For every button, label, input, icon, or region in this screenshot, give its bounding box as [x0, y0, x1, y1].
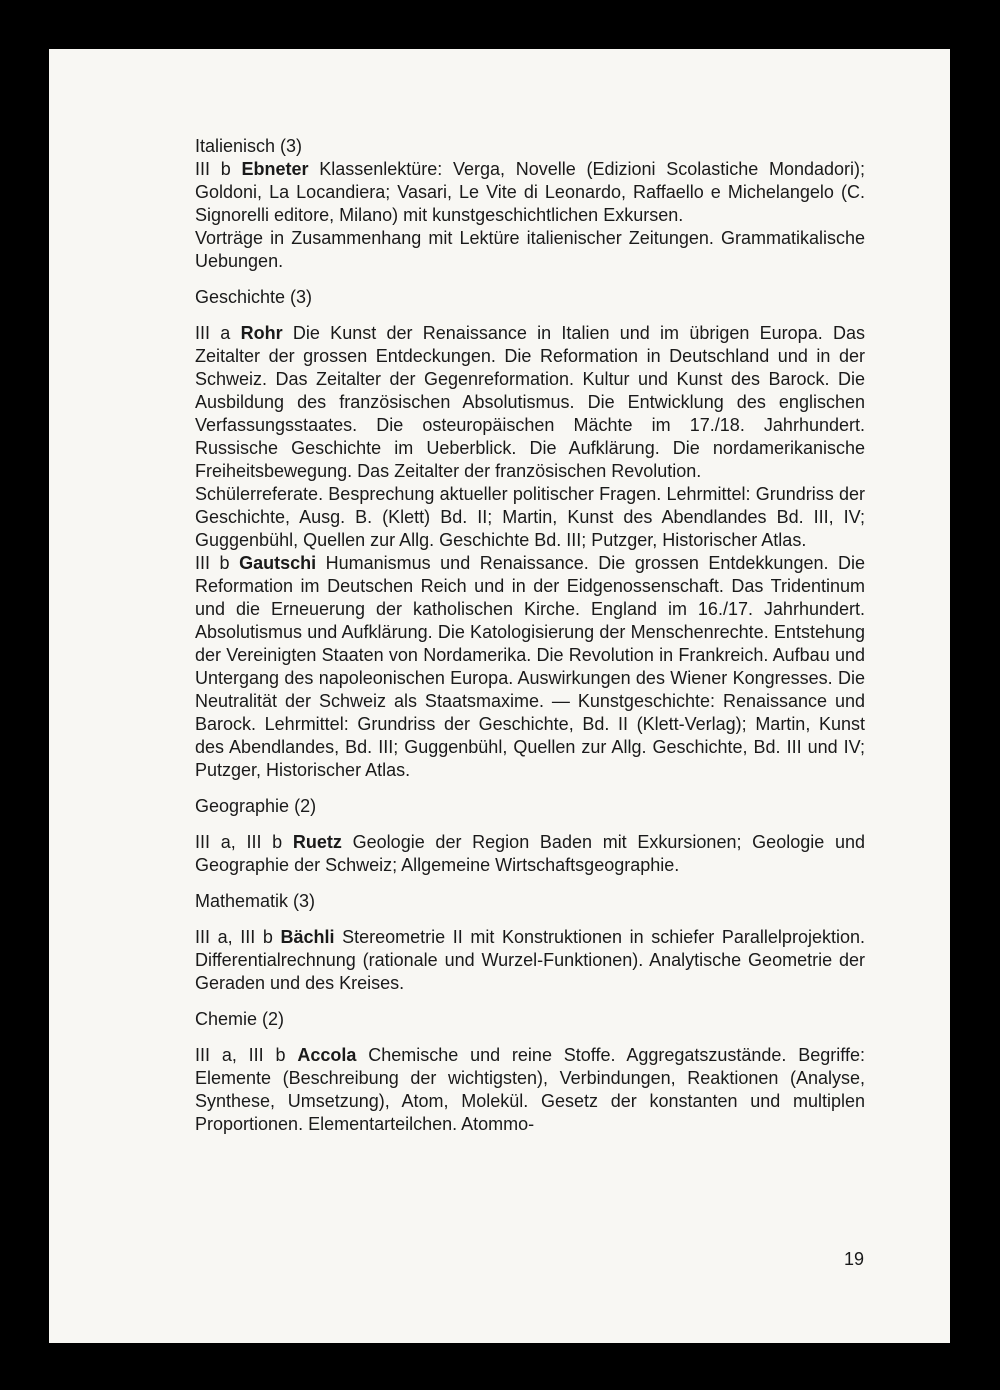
document-page: [49, 49, 950, 1343]
teacher-name: Ebneter: [241, 159, 309, 179]
class-label: III b: [195, 159, 231, 179]
course-description: Chemische und reine Stoffe. Aggregatszustände. Begriffe: Elemente (Beschreibung der wichtigsten), Verbindungen, Reaktionen (Analyse, Synthese, Umsetzung), Atom, Molekül. Gesetz der konstanten und multiplen Proportionen. Elementarteilchen. Atommo-: [195, 1045, 865, 1134]
course-entry: [195, 1044, 865, 1136]
course-description: Die Kunst der Renaissance in Italien und im übrigen Europa. Das Zeitalter der grossen Entdeckungen. Die Reformation in Deutschland und in der Schweiz. Das Zeitalter der Gegenreformation. Kultur und Kunst des Barock. Die Ausbildung des französischen Absolutismus. Die Entwicklung des englischen Verfassungsstaates. Die osteuropäischen Mächte im 17./18. Jahrhundert. Russische Geschichte im Ueberblick. Die Aufklärung. Die nordamerikanische Freiheitsbewegung. Das Zeitalter der französischen Revolution.: [195, 323, 865, 481]
course-entry: [195, 831, 865, 877]
course-description: Stereometrie II mit Konstruktionen in schiefer Parallelprojektion. Differentialrechnung (rationale und Wurzel-Funktionen). Analytische Geometrie der Geraden und des Kreises.: [195, 927, 865, 993]
class-label: III a, III b: [195, 1045, 286, 1065]
section-title: Geschichte (3): [195, 287, 313, 307]
section-geographie: [195, 795, 865, 877]
section-chemie: [195, 1008, 865, 1136]
teacher-name: Gautschi: [239, 553, 317, 573]
course-note: Vorträge in Zusammenhang mit Lektüre italienischer Zeitungen. Grammatikalische Uebungen.: [195, 228, 865, 271]
section-title: Mathematik (3): [195, 891, 316, 911]
section-title: Chemie (2): [195, 1009, 285, 1029]
class-label: III a: [195, 323, 231, 343]
teacher-name: Accola: [297, 1045, 357, 1065]
section-title: Geographie (2): [195, 796, 317, 816]
page-content: [195, 135, 865, 1136]
course-entry: [195, 322, 865, 483]
section-geschichte: [195, 286, 865, 782]
teacher-name: Ruetz: [292, 832, 342, 852]
section-italienisch: [195, 135, 865, 273]
course-entry: [195, 926, 865, 995]
course-description: Geologie der Region Baden mit Exkursionen; Geologie und Geographie der Schweiz; Allgemeine Wirtschaftsgeographie.: [195, 832, 865, 875]
class-label: III a, III b: [195, 927, 273, 947]
course-note: Schülerreferate. Besprechung aktueller politischer Fragen. Lehrmittel: Grundriss der Geschichte, Ausg. B. (Klett) Bd. II; Martin, Kunst des Abendlandes Bd. III, IV; Guggenbühl, Quellen zur Allg. Geschichte Bd. III; Putzger, Historischer Atlas.: [195, 484, 865, 550]
page-number: 19: [844, 1249, 865, 1269]
teacher-name: Rohr: [240, 323, 283, 343]
section-title: Italienisch (3): [195, 136, 303, 156]
course-description: Humanismus und Renaissance. Die grossen Entdekkungen. Die Reformation im Deutschen Reich und in der Eidgenossenschaft. Das Tridentinum und die Erneuerung der katholischen Kirche. England im 16./17. Jahrhundert. Absolutismus und Aufklärung. Die Katologisierung der Menschenrechte. Entstehung der Vereinigten Staaten von Nordamerika. Die Revolution in Frankreich. Aufbau und Untergang des napoleonischen Europa. Auswirkungen des Wiener Kongresses. Die Neutralität der Schweiz als Staatsmaxime. — Kunstgeschichte: Renaissance und Barock. Lehrmittel: Grundriss der Geschichte, Bd. II (Klett-Verlag); Martin, Kunst des Abendlandes, Bd. III; Guggenbühl, Quellen zur Allg. Geschichte, Bd. III und IV; Putzger, Historischer Atlas.: [195, 553, 865, 780]
class-label: III b: [195, 553, 230, 573]
course-entry: [195, 552, 865, 782]
section-mathematik: [195, 890, 865, 995]
teacher-name: Bächli: [280, 927, 335, 947]
class-label: III a, III b: [195, 832, 283, 852]
course-description: Klassenlektüre: Verga, Novelle (Edizioni Scolastiche Mondadori); Goldoni, La Locandiera; Vasari, Le Vite di Leonardo, Raffaello e Michelangelo (C. Signorelli editore, Milano) mit kunstgeschichtlichen Exkursen.: [195, 159, 866, 225]
course-entry: [195, 158, 865, 227]
